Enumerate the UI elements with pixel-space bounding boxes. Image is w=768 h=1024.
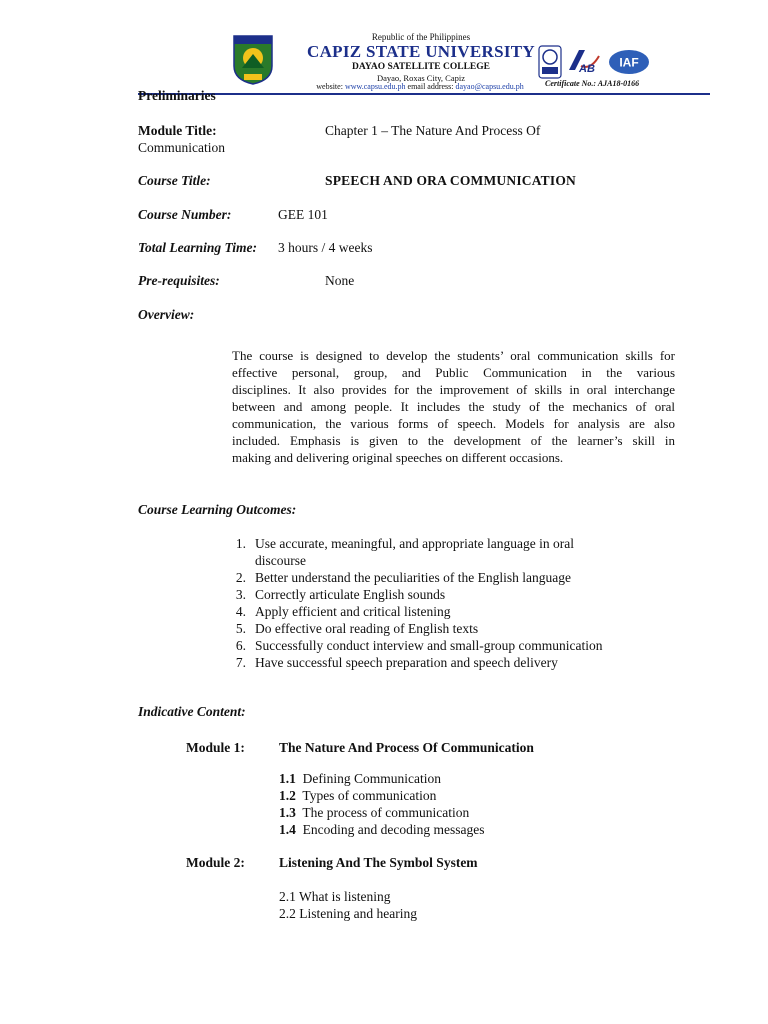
course-number-value: GEE 101	[278, 207, 328, 222]
outcome-text: Correctly articulate English sounds	[255, 587, 446, 602]
outcome-text-line: discourse	[255, 553, 306, 568]
topic-number: 1.4	[279, 822, 296, 837]
outcome-text: Apply efficient and critical listening	[255, 604, 451, 619]
outcome-item	[226, 654, 686, 671]
outcome-text: Do effective oral reading of English texts	[255, 621, 479, 636]
topic-item	[279, 888, 679, 905]
outcome-item	[226, 569, 686, 586]
topic-text: Types of communication	[302, 788, 437, 803]
topic-item	[279, 905, 679, 922]
email-link[interactable]: dayao@capsu.edu.ph	[455, 82, 524, 91]
header-rule	[138, 93, 710, 95]
topic-text: Encoding and decoding messages	[302, 822, 485, 837]
module-2-topics	[279, 888, 679, 922]
learning-time-label: Total Learning Time:	[138, 240, 258, 255]
aja-certification-logo	[538, 45, 562, 79]
topic-item	[279, 804, 679, 821]
outcomes-list	[226, 535, 686, 671]
republic-text: Republic of the Philippines	[371, 32, 471, 42]
topic-text: Listening and hearing	[299, 906, 417, 921]
overview-line: The course is designed to develop the students’ oral communication skills for	[232, 348, 675, 363]
overview-line: included. Emphasis is given to the development of the learner’s skill in	[232, 433, 675, 448]
outcome-item	[226, 637, 686, 654]
topic-item	[279, 821, 679, 838]
module-2-label: Module 2:	[186, 855, 245, 870]
outcome-item	[226, 620, 686, 637]
module-title-value-continued: Communication	[138, 140, 225, 155]
outcome-text: Better understand the peculiarities of the English language	[255, 570, 572, 585]
svg-text:AB: AB	[579, 63, 595, 74]
outcome-number: 5.	[235, 621, 246, 636]
outcome-number: 1.	[235, 536, 246, 551]
course-number-label: Course Number:	[138, 207, 232, 222]
prerequisites-label: Pre-requisites:	[138, 273, 220, 288]
outcome-number: 6.	[235, 638, 246, 653]
module-title-value: Chapter 1 – The Nature And Process Of	[325, 123, 541, 138]
module-1-label: Module 1:	[186, 740, 245, 755]
topic-number: 1.1	[279, 771, 296, 786]
course-title-value: SPEECH AND ORA COMMUNICATION	[325, 173, 576, 188]
overview-line: between and among people. It includes the study of the mechanics of oral	[232, 399, 675, 414]
outcome-number: 4.	[235, 604, 246, 619]
outcome-item	[226, 586, 686, 603]
topic-text: The process of communication	[302, 805, 470, 820]
outcome-number: 7.	[235, 655, 246, 670]
topic-number: 1.2	[279, 788, 296, 803]
certificate-number: Certificate No.: AJA18-0166	[545, 79, 640, 88]
topic-item	[279, 787, 679, 804]
outcome-text-line: Use accurate, meaningful, and appropriate language in oral	[255, 536, 574, 551]
module-title-label: Module Title:	[138, 123, 217, 138]
topic-text: Defining Communication	[302, 771, 441, 786]
outcome-number: 3.	[235, 587, 246, 602]
overview-label: Overview:	[138, 307, 195, 322]
iaf-logo	[608, 49, 650, 75]
overview-line: disciplines. It also provides for the improvement of skills in oral interchange	[232, 382, 675, 397]
outcome-item	[226, 603, 686, 620]
college-address: Dayao, Roxas City, Capiz	[377, 73, 465, 83]
outcomes-label: Course Learning Outcomes:	[138, 502, 297, 517]
topic-item	[279, 770, 679, 787]
svg-text:IAF: IAF	[619, 55, 639, 70]
section-heading-preliminaries: Preliminaries	[138, 88, 216, 103]
overview-line: communication, the various forms of speech. Models for analysis are also	[232, 416, 675, 431]
outcome-text: Have successful speech preparation and speech delivery	[255, 655, 558, 670]
course-title-label: Course Title:	[138, 173, 211, 188]
module-1-topics	[279, 770, 679, 838]
website-link[interactable]: www.capsu.edu.ph	[344, 82, 406, 91]
module-2-title: Listening And The Symbol System	[279, 855, 478, 870]
website-label: website:	[316, 82, 343, 91]
indicative-content-label: Indicative Content:	[138, 704, 246, 719]
overview-line: effective personal, group, and Public Communication in the various	[232, 365, 675, 380]
topic-number: 2.1	[279, 889, 296, 904]
overview-line: making and delivering original speeches on different occasions.	[232, 450, 564, 465]
outcome-item	[226, 535, 686, 569]
topic-text: What is listening	[299, 889, 391, 904]
university-seal-logo	[232, 34, 274, 86]
outcome-text	[255, 535, 574, 569]
learning-time-value: 3 hours / 4 weeks	[278, 240, 373, 255]
contact-line	[270, 82, 570, 91]
overview-paragraph	[232, 347, 675, 466]
college-name: DAYAO SATELLITE COLLEGE	[352, 62, 490, 72]
university-name: CAPIZ STATE UNIVERSITY	[307, 42, 535, 61]
prerequisites-value: None	[325, 273, 355, 288]
outcome-text: Successfully conduct interview and small-group communication	[255, 638, 603, 653]
jab-accreditation-logo	[565, 46, 601, 74]
outcome-number: 2.	[235, 570, 246, 585]
topic-number: 2.2	[279, 906, 296, 921]
topic-number: 1.3	[279, 805, 296, 820]
email-label: email address:	[407, 82, 454, 91]
module-1-title: The Nature And Process Of Communication	[279, 740, 534, 755]
